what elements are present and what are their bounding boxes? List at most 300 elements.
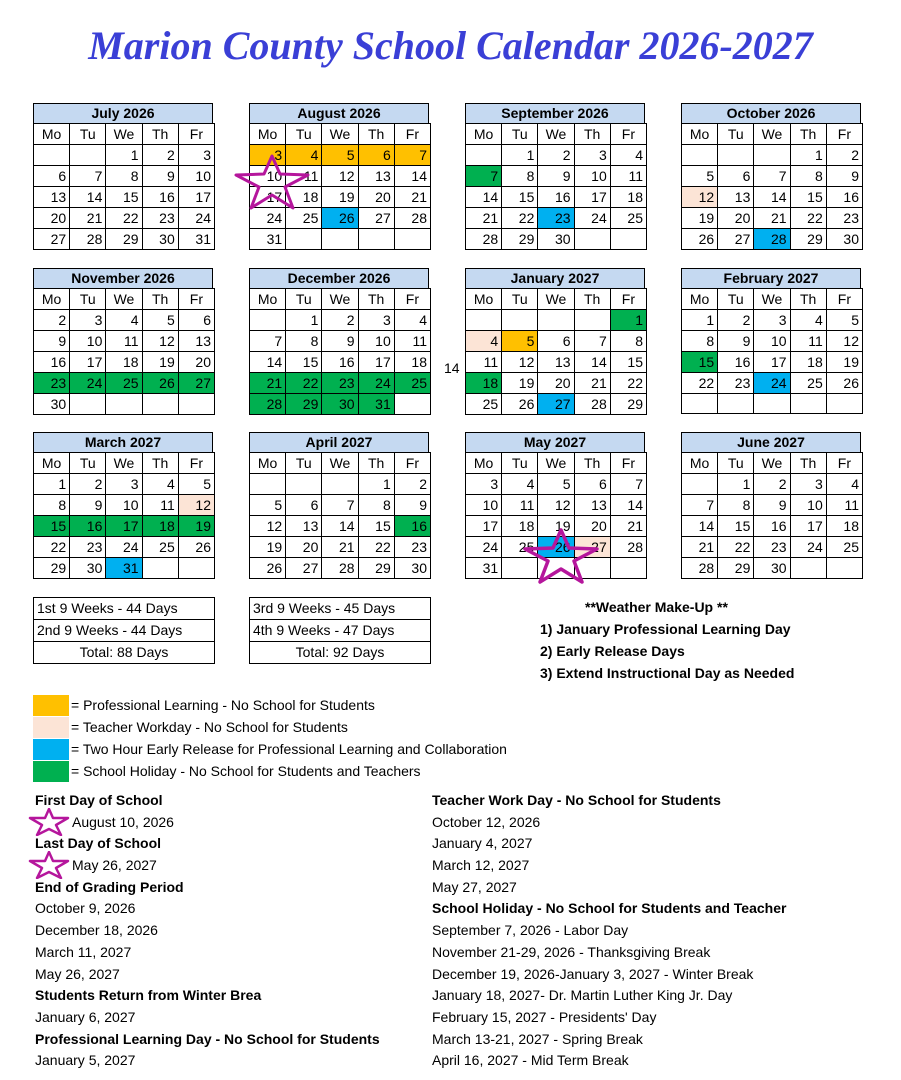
month-title: June 2027 xyxy=(681,432,861,452)
day-cell: 22 xyxy=(358,537,394,558)
day-cell: 23 xyxy=(34,373,70,394)
day-cell: 6 xyxy=(538,331,574,352)
day-cell: 26 xyxy=(538,537,574,558)
weekday-header: We xyxy=(538,124,574,145)
day-cell: 13 xyxy=(34,187,70,208)
day-cell: 29 xyxy=(718,558,754,579)
day-cell: 14 xyxy=(394,166,430,187)
month-title: August 2026 xyxy=(249,103,429,123)
day-cell: 4 xyxy=(790,310,826,331)
day-cell xyxy=(718,394,754,414)
weekday-header: Tu xyxy=(70,453,106,474)
month-title: October 2026 xyxy=(681,103,861,123)
day-cell: 17 xyxy=(250,187,286,208)
day-cell xyxy=(538,310,574,331)
day-cell xyxy=(466,310,502,331)
weekday-header: Fr xyxy=(826,289,862,310)
day-cell: 27 xyxy=(34,229,70,250)
day-cell: 20 xyxy=(718,208,754,229)
day-cell: 1 xyxy=(718,474,754,495)
day-cell: 31 xyxy=(358,394,394,415)
legend-label: = School Holiday - No School for Students and Teachers xyxy=(71,763,421,779)
day-cell: 16 xyxy=(34,352,70,373)
day-cell: 31 xyxy=(250,229,286,250)
month-calendar xyxy=(465,103,645,250)
grading-total-row: Total: 92 Days xyxy=(295,644,385,660)
date-item: November 21-29, 2026 - Thanksgiving Break xyxy=(432,943,711,960)
day-cell: 5 xyxy=(682,166,718,187)
day-cell: 29 xyxy=(106,229,142,250)
day-cell: 11 xyxy=(502,495,538,516)
day-cell: 3 xyxy=(106,474,142,495)
weekday-header: Tu xyxy=(718,289,754,310)
weekday-header: We xyxy=(106,453,142,474)
day-cell: 21 xyxy=(394,187,430,208)
day-cell: 8 xyxy=(682,331,718,352)
day-cell: 27 xyxy=(286,558,322,579)
date-item: January 4, 2027 xyxy=(432,835,533,852)
weather-makeup-item: 1) January Professional Learning Day xyxy=(540,621,791,637)
day-cell: 12 xyxy=(682,187,718,208)
day-cell: 4 xyxy=(466,331,502,352)
day-cell: 3 xyxy=(790,474,826,495)
weekday-header: Fr xyxy=(826,124,862,145)
day-cell: 27 xyxy=(178,373,214,394)
day-cell: 9 xyxy=(394,495,430,516)
date-item: April 16, 2027 - Mid Term Break xyxy=(432,1052,629,1069)
weekday-header: Th xyxy=(358,124,394,145)
weekday-header: Th xyxy=(574,289,610,310)
legend-item xyxy=(33,760,507,782)
day-cell: 4 xyxy=(106,310,142,331)
date-item: March 12, 2027 xyxy=(432,857,530,874)
day-cell: 22 xyxy=(34,537,70,558)
day-cell: 24 xyxy=(754,373,790,394)
day-cell: 10 xyxy=(574,166,610,187)
day-cell xyxy=(826,394,862,414)
day-cell: 12 xyxy=(142,331,178,352)
day-cell: 13 xyxy=(574,495,610,516)
weekday-header: Mo xyxy=(34,453,70,474)
day-cell xyxy=(106,394,142,415)
weekday-header: Th xyxy=(358,453,394,474)
weekday-header: We xyxy=(322,453,358,474)
weekday-header: Mo xyxy=(682,289,718,310)
day-cell: 2 xyxy=(394,474,430,495)
day-cell: 9 xyxy=(142,166,178,187)
day-cell: 23 xyxy=(322,373,358,394)
first-day-legend-star-icon xyxy=(28,808,70,836)
day-cell: 10 xyxy=(250,166,286,187)
day-cell: 28 xyxy=(754,229,790,250)
day-cell: 20 xyxy=(286,537,322,558)
day-cell: 16 xyxy=(754,516,790,537)
day-cell: 23 xyxy=(394,537,430,558)
month-calendar xyxy=(249,432,429,579)
weekday-header: Tu xyxy=(718,124,754,145)
day-cell: 5 xyxy=(322,145,358,166)
weekday-header: We xyxy=(106,124,142,145)
day-cell: 22 xyxy=(502,208,538,229)
day-cell: 15 xyxy=(610,352,646,373)
day-cell: 20 xyxy=(178,352,214,373)
day-cell xyxy=(394,394,430,415)
day-cell: 22 xyxy=(790,208,826,229)
day-cell: 23 xyxy=(142,208,178,229)
day-cell: 28 xyxy=(466,229,502,250)
month-title: March 2027 xyxy=(33,432,213,452)
day-cell: 19 xyxy=(250,537,286,558)
day-cell: 28 xyxy=(610,537,646,558)
weekday-header: Th xyxy=(574,124,610,145)
date-item: September 7, 2026 - Labor Day xyxy=(432,922,629,939)
weekday-header: Mo xyxy=(34,289,70,310)
day-cell: 24 xyxy=(466,537,502,558)
day-cell: 26 xyxy=(682,229,718,250)
day-cell: 30 xyxy=(70,558,106,579)
day-cell: 21 xyxy=(574,373,610,394)
day-cell: 27 xyxy=(718,229,754,250)
day-cell: 8 xyxy=(358,495,394,516)
day-cell: 22 xyxy=(610,373,646,394)
day-cell: 4 xyxy=(826,474,862,495)
day-cell: 17 xyxy=(358,352,394,373)
day-cell: 7 xyxy=(322,495,358,516)
day-cell: 23 xyxy=(718,373,754,394)
day-cell: 21 xyxy=(322,537,358,558)
grading-total-row: Total: 88 Days xyxy=(79,644,169,660)
day-cell: 15 xyxy=(358,516,394,537)
day-cell: 10 xyxy=(754,331,790,352)
weekday-header: Th xyxy=(790,124,826,145)
day-cell: 28 xyxy=(574,394,610,415)
month-calendar xyxy=(681,103,861,250)
day-cell: 24 xyxy=(358,373,394,394)
weekday-header: Fr xyxy=(178,453,214,474)
key-dates-right xyxy=(432,790,786,1072)
day-cell: 6 xyxy=(178,310,214,331)
day-cell: 23 xyxy=(826,208,862,229)
weather-makeup-block xyxy=(540,596,794,684)
day-cell: 10 xyxy=(70,331,106,352)
month-title: January 2027 xyxy=(465,268,645,288)
day-cell xyxy=(718,145,754,166)
day-cell xyxy=(142,394,178,415)
day-cell: 1 xyxy=(682,310,718,331)
month-title: April 2027 xyxy=(249,432,429,452)
weekday-header: Mo xyxy=(466,289,502,310)
date-item: January 6, 2027 xyxy=(35,1008,136,1025)
day-cell: 3 xyxy=(178,145,214,166)
day-cell: 13 xyxy=(286,516,322,537)
day-cell: 26 xyxy=(178,537,214,558)
weekday-header: Mo xyxy=(250,289,286,310)
weekday-header: We xyxy=(106,289,142,310)
day-cell: 4 xyxy=(610,145,646,166)
day-cell: 8 xyxy=(610,331,646,352)
day-cell: 4 xyxy=(502,474,538,495)
day-cell: 23 xyxy=(538,208,574,229)
day-cell: 21 xyxy=(754,208,790,229)
weekday-header: Mo xyxy=(682,453,718,474)
day-cell: 8 xyxy=(790,166,826,187)
day-cell xyxy=(574,310,610,331)
day-cell: 14 xyxy=(70,187,106,208)
day-cell: 28 xyxy=(322,558,358,579)
weather-makeup-item: 2) Early Release Days xyxy=(540,643,685,659)
day-cell: 2 xyxy=(34,310,70,331)
weekday-header: Fr xyxy=(394,453,430,474)
day-cell: 19 xyxy=(538,516,574,537)
day-cell: 16 xyxy=(322,352,358,373)
day-cell xyxy=(790,558,826,579)
legend-swatch xyxy=(33,695,69,716)
weekday-header: Tu xyxy=(718,453,754,474)
date-heading: Professional Learning Day - No School for Students xyxy=(35,1030,380,1047)
day-cell: 10 xyxy=(790,495,826,516)
date-item: May 26, 2027 xyxy=(72,857,157,874)
day-cell: 11 xyxy=(286,166,322,187)
day-cell: 19 xyxy=(178,516,214,537)
month-calendar xyxy=(33,432,213,579)
day-cell: 7 xyxy=(70,166,106,187)
day-cell: 7 xyxy=(466,166,502,187)
weekday-header: We xyxy=(538,453,574,474)
day-cell: 2 xyxy=(142,145,178,166)
day-cell: 19 xyxy=(826,352,862,373)
day-cell: 26 xyxy=(502,394,538,415)
day-cell: 18 xyxy=(142,516,178,537)
month-calendar xyxy=(33,268,213,415)
day-cell: 1 xyxy=(358,474,394,495)
day-cell: 20 xyxy=(34,208,70,229)
day-cell xyxy=(322,474,358,495)
day-cell: 18 xyxy=(394,352,430,373)
day-cell xyxy=(502,310,538,331)
day-cell: 13 xyxy=(178,331,214,352)
day-cell xyxy=(610,229,646,250)
day-cell: 18 xyxy=(286,187,322,208)
day-cell: 25 xyxy=(610,208,646,229)
weekday-header: Fr xyxy=(610,289,646,310)
date-item: February 15, 2027 - Presidents' Day xyxy=(432,1008,657,1025)
day-cell: 29 xyxy=(34,558,70,579)
weekday-header: Mo xyxy=(682,124,718,145)
stray-day-number: 14 xyxy=(444,360,460,376)
day-cell: 24 xyxy=(250,208,286,229)
day-cell: 18 xyxy=(790,352,826,373)
day-cell: 8 xyxy=(34,495,70,516)
day-cell: 15 xyxy=(502,187,538,208)
day-cell: 18 xyxy=(502,516,538,537)
day-cell: 2 xyxy=(538,145,574,166)
date-item: December 18, 2026 xyxy=(35,922,158,939)
day-cell: 20 xyxy=(574,516,610,537)
day-cell: 2 xyxy=(826,145,862,166)
day-cell: 17 xyxy=(106,516,142,537)
day-cell xyxy=(466,145,502,166)
day-cell: 10 xyxy=(466,495,502,516)
day-cell: 17 xyxy=(574,187,610,208)
day-cell: 23 xyxy=(754,537,790,558)
date-item: October 9, 2026 xyxy=(35,900,136,917)
day-cell: 14 xyxy=(574,352,610,373)
day-cell xyxy=(358,229,394,250)
day-cell xyxy=(322,229,358,250)
date-item: October 12, 2026 xyxy=(432,813,541,830)
weekday-header: Th xyxy=(790,289,826,310)
day-cell: 21 xyxy=(250,373,286,394)
day-cell: 7 xyxy=(610,474,646,495)
day-cell: 28 xyxy=(682,558,718,579)
day-cell: 18 xyxy=(106,352,142,373)
day-cell: 30 xyxy=(394,558,430,579)
day-cell: 13 xyxy=(538,352,574,373)
day-cell: 18 xyxy=(826,516,862,537)
day-cell: 14 xyxy=(250,352,286,373)
weather-makeup-title: **Weather Make-Up ** xyxy=(585,599,728,615)
day-cell: 26 xyxy=(142,373,178,394)
day-cell: 16 xyxy=(538,187,574,208)
day-cell: 24 xyxy=(70,373,106,394)
date-heading: Students Return from Winter Brea xyxy=(35,987,262,1004)
day-cell: 26 xyxy=(250,558,286,579)
day-cell: 22 xyxy=(286,373,322,394)
weekday-header: Fr xyxy=(178,289,214,310)
day-cell: 12 xyxy=(322,166,358,187)
day-cell: 19 xyxy=(502,373,538,394)
day-cell: 16 xyxy=(142,187,178,208)
date-item: August 10, 2026 xyxy=(72,813,174,830)
day-cell: 20 xyxy=(358,187,394,208)
day-cell: 29 xyxy=(358,558,394,579)
weekday-header: Mo xyxy=(250,453,286,474)
day-cell xyxy=(70,145,106,166)
weekday-header: Th xyxy=(790,453,826,474)
day-cell: 25 xyxy=(286,208,322,229)
weekday-header: Fr xyxy=(610,124,646,145)
day-cell: 11 xyxy=(610,166,646,187)
day-cell xyxy=(682,474,718,495)
weekday-header: Th xyxy=(358,289,394,310)
day-cell xyxy=(142,558,178,579)
day-cell: 23 xyxy=(70,537,106,558)
weekday-header: Mo xyxy=(466,124,502,145)
legend-swatch xyxy=(33,761,69,782)
weekday-header: Tu xyxy=(502,124,538,145)
day-cell: 12 xyxy=(538,495,574,516)
weekday-header: Fr xyxy=(610,453,646,474)
legend-swatch xyxy=(33,717,69,738)
day-cell: 6 xyxy=(718,166,754,187)
date-heading: First Day of School xyxy=(35,792,163,808)
date-item: May 27, 2027 xyxy=(432,878,517,895)
day-cell: 5 xyxy=(178,474,214,495)
day-cell: 1 xyxy=(790,145,826,166)
month-title: February 2027 xyxy=(681,268,861,288)
day-cell: 12 xyxy=(826,331,862,352)
legend-label: = Two Hour Early Release for Professional Learning and Collaboration xyxy=(71,741,507,757)
weekday-header: Fr xyxy=(826,453,862,474)
day-cell xyxy=(178,394,214,415)
weekday-header: We xyxy=(322,124,358,145)
weekday-header: Mo xyxy=(466,453,502,474)
day-cell: 21 xyxy=(682,537,718,558)
day-cell: 8 xyxy=(502,166,538,187)
day-cell: 31 xyxy=(178,229,214,250)
date-item: May 26, 2027 xyxy=(35,965,120,982)
day-cell: 26 xyxy=(322,208,358,229)
date-item: March 11, 2027 xyxy=(35,943,132,960)
date-item: January 18, 2027- Dr. Martin Luther King Jr. Day xyxy=(432,987,733,1004)
day-cell: 15 xyxy=(718,516,754,537)
day-cell xyxy=(250,474,286,495)
date-heading: Last Day of School xyxy=(35,835,162,852)
day-cell: 2 xyxy=(322,310,358,331)
month-title: September 2026 xyxy=(465,103,645,123)
day-cell: 11 xyxy=(826,495,862,516)
day-cell: 11 xyxy=(394,331,430,352)
month-title: November 2026 xyxy=(33,268,213,288)
day-cell: 15 xyxy=(790,187,826,208)
day-cell: 19 xyxy=(682,208,718,229)
day-cell xyxy=(394,229,430,250)
weekday-header: We xyxy=(322,289,358,310)
day-cell: 21 xyxy=(610,516,646,537)
day-cell: 26 xyxy=(826,373,862,394)
day-cell: 9 xyxy=(538,166,574,187)
weekday-header: Tu xyxy=(286,289,322,310)
day-cell: 30 xyxy=(34,394,70,415)
weekday-header: Tu xyxy=(286,124,322,145)
day-cell: 21 xyxy=(466,208,502,229)
day-cell xyxy=(754,394,790,414)
day-cell: 16 xyxy=(718,352,754,373)
day-cell: 19 xyxy=(142,352,178,373)
month-title: May 2027 xyxy=(465,432,645,452)
grading-period-row: 1st 9 Weeks - 44 Days xyxy=(34,598,214,620)
day-cell: 17 xyxy=(754,352,790,373)
day-cell: 8 xyxy=(106,166,142,187)
day-cell: 5 xyxy=(538,474,574,495)
day-cell: 13 xyxy=(358,166,394,187)
grading-period-row: 4th 9 Weeks - 47 Days xyxy=(250,620,430,642)
weekday-header: Th xyxy=(142,124,178,145)
day-cell: 25 xyxy=(826,537,862,558)
weekday-header: Fr xyxy=(394,124,430,145)
day-cell: 3 xyxy=(574,145,610,166)
day-cell: 16 xyxy=(826,187,862,208)
month-title: December 2026 xyxy=(249,268,429,288)
day-cell: 22 xyxy=(718,537,754,558)
day-cell: 31 xyxy=(466,558,502,579)
weekday-header: Tu xyxy=(286,453,322,474)
color-legend xyxy=(33,694,507,782)
day-cell: 4 xyxy=(394,310,430,331)
day-cell xyxy=(682,145,718,166)
day-cell: 3 xyxy=(250,145,286,166)
day-cell: 30 xyxy=(142,229,178,250)
month-calendar xyxy=(33,103,213,250)
weekday-header: Th xyxy=(142,453,178,474)
day-cell: 25 xyxy=(502,537,538,558)
day-cell: 10 xyxy=(358,331,394,352)
day-cell: 1 xyxy=(610,310,646,331)
day-cell: 9 xyxy=(826,166,862,187)
day-cell: 8 xyxy=(718,495,754,516)
day-cell: 9 xyxy=(718,331,754,352)
grading-summary-first-semester xyxy=(33,597,215,664)
